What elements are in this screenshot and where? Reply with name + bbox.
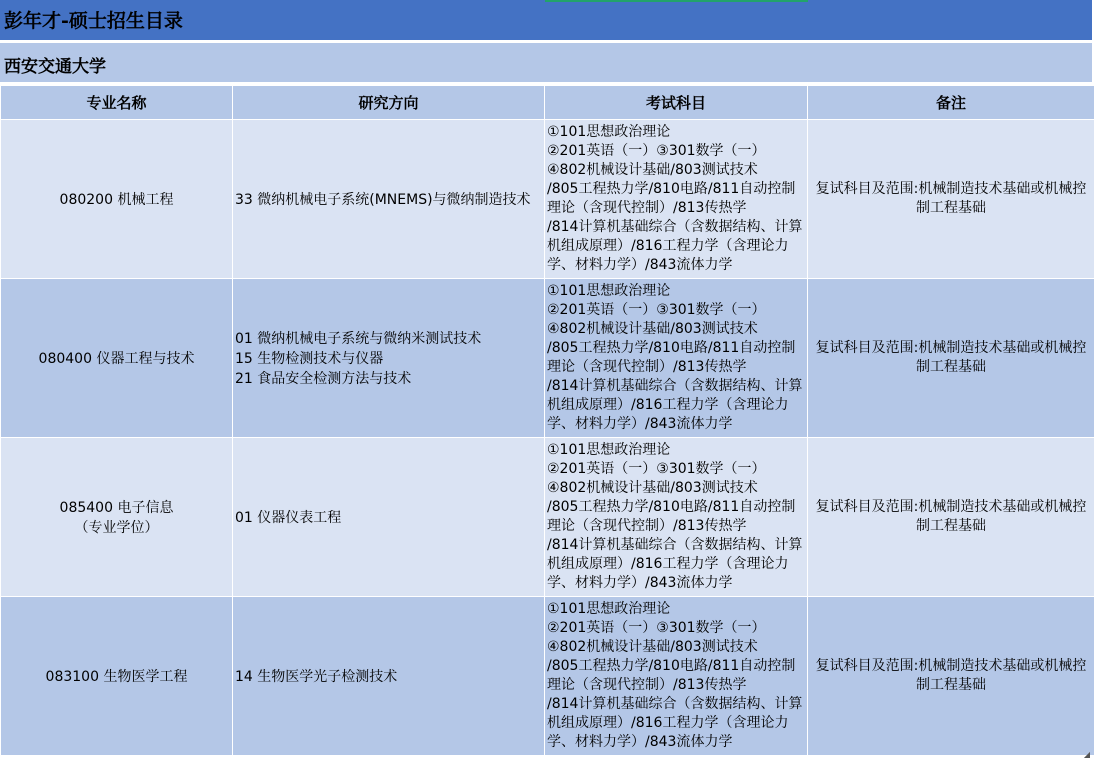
note-cell: 复试科目及范围:机械制造技术基础或机械控制工程基础 bbox=[808, 279, 1094, 438]
major-cell bbox=[1, 120, 233, 279]
subjects-cell: ①101思想政治理论 ②201英语（一）③301数学（一） ④802机械设计基础/803测试技术 /805工程热力学/810电路/811自动控制理论（含现代控制）/813传热学 /814计算机基础综合（含数据结构、计算机组成原理）/816工程力学（含理论力学、材料力学）/843流体力学 bbox=[545, 120, 808, 279]
resize-handle-icon[interactable]: ◢ bbox=[1083, 750, 1090, 759]
subjects-cell: ①101思想政治理论 ②201英语（一）③301数学（一） ④802机械设计基础/803测试技术 /805工程热力学/810电路/811自动控制理论（含现代控制）/813传热学 /814计算机基础综合（含数据结构、计算机组成原理）/816工程力学（含理论力学、材料力学）/843流体力学 bbox=[545, 438, 808, 597]
table-row bbox=[1, 597, 1094, 756]
table-row bbox=[1, 120, 1094, 279]
direction-item: 33 微纳机械电子系统(MNEMS)与微纳制造技术 bbox=[235, 192, 531, 208]
direction-item: 14 生物医学光子检测技术 bbox=[235, 669, 398, 685]
column-header-major: 专业名称 bbox=[1, 86, 233, 120]
note-cell: 复试科目及范围:机械制造技术基础或机械控制工程基础 bbox=[808, 597, 1094, 756]
table-row bbox=[1, 438, 1094, 597]
subjects-cell: ①101思想政治理论 ②201英语（一）③301数学（一） ④802机械设计基础/803测试技术 /805工程热力学/810电路/811自动控制理论（含现代控制）/813传热学 /814计算机基础综合（含数据结构、计算机组成原理）/816工程力学（含理论力学、材料力学）/843流体力学 bbox=[545, 279, 808, 438]
selection-indicator bbox=[545, 0, 808, 2]
major-degree-type: （专业学位） bbox=[74, 520, 159, 536]
direction-item: 01 仪器仪表工程 bbox=[235, 510, 342, 526]
direction-cell bbox=[233, 120, 545, 279]
column-header-direction: 研究方向 bbox=[233, 86, 545, 120]
note-cell: 复试科目及范围:机械制造技术基础或机械控制工程基础 bbox=[808, 438, 1094, 597]
major-name: 080400 仪器工程与技术 bbox=[38, 351, 195, 367]
direction-item: 01 微纳机械电子系统与微纳米测试技术 bbox=[235, 331, 482, 347]
major-name: 083100 生物医学工程 bbox=[45, 669, 188, 685]
major-name: 085400 电子信息 bbox=[59, 500, 174, 516]
subjects-cell: ①101思想政治理论 ②201英语（一）③301数学（一） ④802机械设计基础/803测试技术 /805工程热力学/810电路/811自动控制理论（含现代控制）/813传热学 /814计算机基础综合（含数据结构、计算机组成原理）/816工程力学（含理论力学、材料力学）/843流体力学 bbox=[545, 597, 808, 756]
note-cell: 复试科目及范围:机械制造技术基础或机械控制工程基础 bbox=[808, 120, 1094, 279]
major-cell bbox=[1, 279, 233, 438]
major-cell bbox=[1, 597, 233, 756]
catalog-table bbox=[0, 85, 1094, 756]
major-name: 080200 机械工程 bbox=[59, 192, 174, 208]
school-bar bbox=[0, 43, 1092, 82]
column-header-note: 备注 bbox=[808, 86, 1094, 120]
column-header-subjects: 考试科目 bbox=[545, 86, 808, 120]
direction-cell bbox=[233, 279, 545, 438]
title-bar bbox=[0, 0, 1094, 40]
page-title: 彭年才-硕士招生目录 bbox=[4, 10, 183, 32]
table-header-row bbox=[1, 86, 1094, 120]
school-name: 西安交通大学 bbox=[4, 57, 106, 77]
direction-item: 15 生物检测技术与仪器 bbox=[235, 351, 384, 367]
direction-cell bbox=[233, 597, 545, 756]
direction-item: 21 食品安全检测方法与技术 bbox=[235, 371, 412, 387]
major-cell bbox=[1, 438, 233, 597]
direction-cell bbox=[233, 438, 545, 597]
table-row bbox=[1, 279, 1094, 438]
